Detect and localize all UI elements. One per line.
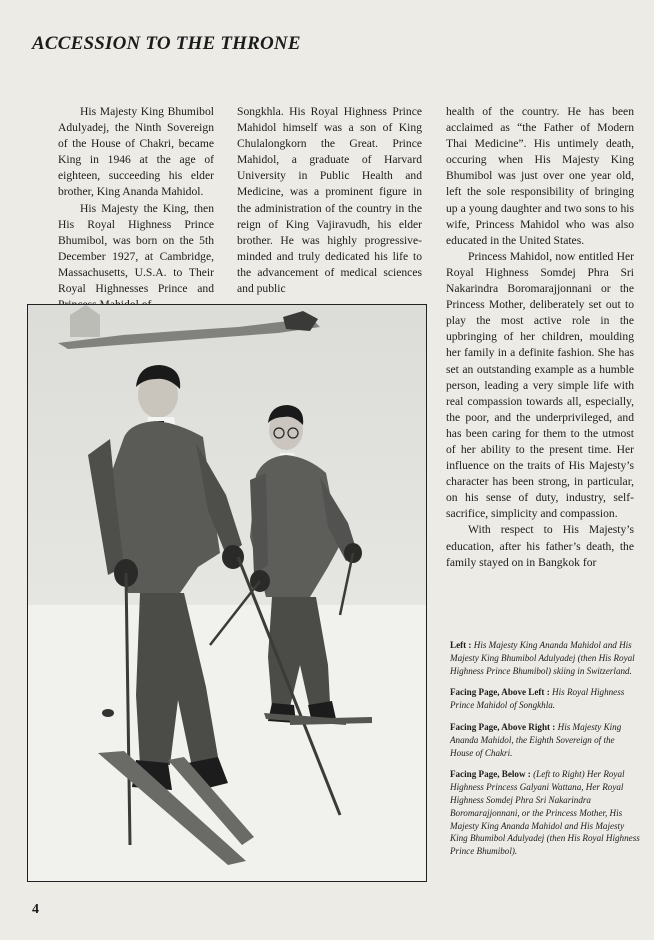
paragraph: With respect to His Majesty’s education, after his father’s death, the family stayed on in Bangkok for: [446, 523, 634, 569]
paragraph: Songkhla. His Royal Highness Prince Mahidol himself was a son of King Chulalongkorn the Great. Prince Mahidol, a graduate of Harvard University in Public Health and Medicine, was a prominent figure in the administration of the country in the reign of King Vajiravudh, his elder brother. He was highly progressive-minded and truly dedicated his life to the advancement of medical sciences and public: [237, 105, 422, 296]
text-column-2: [237, 104, 422, 297]
caption-text: His Majesty King Ananda Mahidol, the Eighth Sovereign of the House of Chakri.: [450, 721, 622, 758]
caption-label: Facing Page, Below :: [450, 769, 531, 780]
caption-item: [450, 721, 640, 759]
text-column-1: [58, 104, 214, 313]
paragraph: health of the country. He has been acclaimed as “the Father of Modern Thai Medicine”. His untimely death, occuring when His Majesty King Bhumibol was just over one year old, left the sole responsibility of bringing up a young daughter and two sons to his wife, Princess Mahidol who was also educated in the United States.: [446, 105, 634, 247]
caption-text: His Royal Highness Prince Mahidol of Songkhla.: [450, 687, 625, 711]
caption-label: Left :: [450, 640, 472, 650]
caption-label: Facing Page, Above Left :: [450, 687, 550, 698]
skiing-photograph: [27, 304, 427, 882]
caption-text: His Majesty King Ananda Mahidol and His Majesty King Bhumibol Adulyadej (then His Royal Highness Prince Bhumibol) skiing in Switzerland.: [450, 640, 635, 676]
paragraph: Princess Mahidol, now entitled Her Royal Highness Somdej Phra Sri Nakarindra Boromarajjonnani or the Princess Mother, deliberately set out to play the most active role in the upbringing of her children, moulding her family in a definite fashion. She has set an outstanding example as a humble person, leading a very simple life with real compassion towards all, especially, the poor, and the underprivileged, and has been caring for them to the utmost of her ability to the present time. Her influence on the traits of His Majesty’s character has been strong, in particular, on his sense of duty, industry, self-sacrifice, simplicity and compassion.: [446, 249, 634, 521]
caption-item: [450, 768, 640, 858]
caption-text: (Left to Right) Her Royal Highness Princess Galyani Wattana, Her Royal Highness Somdej Phra Sri Nakarindra Boromarajjonnani, or the Princess Mother, His Majesty King Ananda Mahidol and His Majesty King Bhumibol Adulyadej (then His Royal Highness Prince Bhumibol).: [450, 769, 640, 857]
text-column-3: [446, 104, 634, 571]
photo-illustration: [28, 305, 426, 881]
caption-item: [450, 639, 640, 677]
photo-captions: [450, 639, 640, 867]
paragraph: His Majesty the King, then His Royal Highness Prince Bhumibol, was born on the 5th December 1927, at Cambridge, Massachusetts, U.S.A. to Their Royal Highnesses Prince and: [58, 201, 214, 296]
caption-item: [450, 686, 640, 712]
page-number: 4: [32, 902, 39, 917]
page-title: ACCESSION TO THE THRONE: [32, 33, 301, 54]
paragraph: His Majesty King Bhumibol Adulyadej, the Ninth Sovereign of the House of Chakri, became King in 1946 at the age of eighteen, succeeding his elder brother, King Ananda Mahidol.: [58, 105, 214, 199]
caption-label: Facing Page, Above Right :: [450, 721, 556, 732]
